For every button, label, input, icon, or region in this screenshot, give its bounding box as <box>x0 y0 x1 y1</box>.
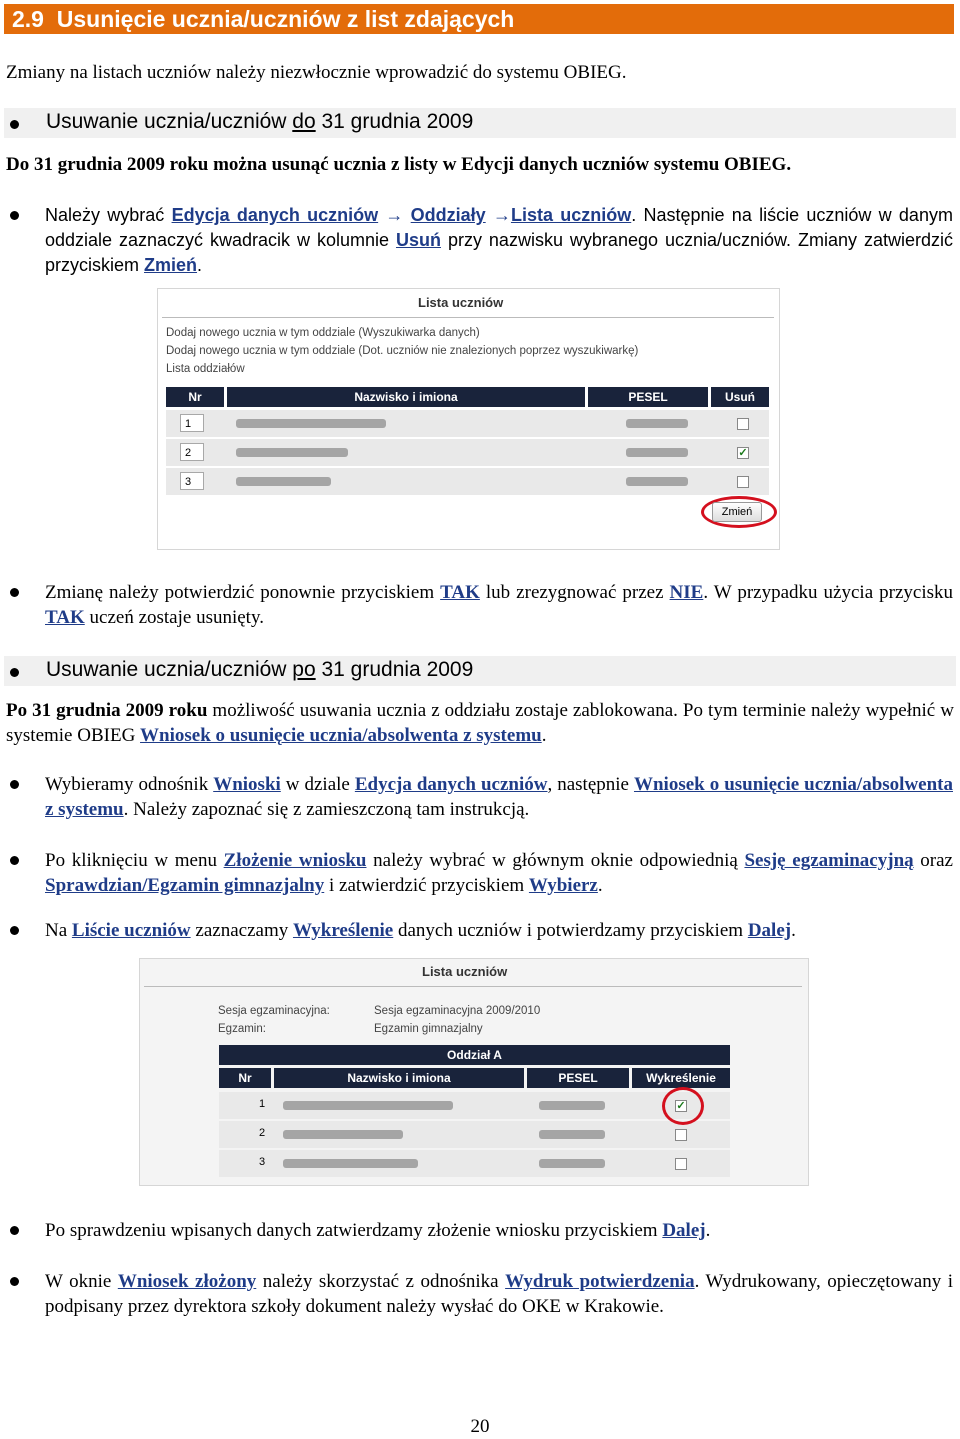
link-dalej-2[interactable]: Dalej <box>662 1220 706 1241</box>
bullet-dot <box>10 1226 19 1235</box>
shot1-link-wyszukiwarka[interactable]: Dodaj nowego ucznia w tym oddziale (Wyszukiwarka danych) <box>166 327 480 339</box>
link-oddzialy[interactable]: Oddziały <box>410 205 486 225</box>
col-pesel: PESEL <box>588 387 708 407</box>
bullet-dot <box>10 120 19 129</box>
bullet-dot <box>10 780 19 789</box>
table-row <box>166 468 769 495</box>
usun-checkbox[interactable] <box>737 476 749 488</box>
blurred-pesel <box>539 1159 605 1168</box>
section-title: 2.9 Usunięcie ucznia/uczniów z list zdających <box>12 6 515 32</box>
arrow-icon: → <box>492 205 511 225</box>
nr-input[interactable]: 1 <box>180 414 204 432</box>
bullet-dot <box>10 211 19 220</box>
intro-text: Zmiany na listach uczniów należy niezwłocznie wprowadzić do systemu OBIEG. <box>6 62 627 83</box>
link-edycja[interactable]: Edycja danych uczniów <box>171 205 379 225</box>
part2-bullet3: Na Liście uczniów zaznaczamy Wykreślenie danych uczniów i potwierdzamy przyciskiem Dalej. <box>45 920 796 941</box>
bullet-dot <box>10 1277 19 1286</box>
shot1-link-nieznalezieni[interactable]: Dodaj nowego ucznia w tym oddziale (Dot. uczniów nie znalezionych poprzez wyszukiwarkę) <box>166 345 639 357</box>
link-sprawdzian[interactable]: Sprawdzian/Egzamin gimnazjalny <box>45 875 325 896</box>
part1-bullet1: Należy wybrać Edycja danych uczniów → Oddziały →Lista uczniów. Następnie na liście uczniów w danym oddziale zaznaczyć kwadracik w kolumnie Usuń przy nazwisku wybranego ucznia/uczniów. Zmiany zatwierdzić przyciskiem Zmień. <box>45 205 953 275</box>
col-nazwisko: Nazwisko i imiona <box>227 387 585 407</box>
link-wnioski[interactable]: Wnioski <box>213 774 281 795</box>
link-edycja-danych[interactable]: Edycja danych uczniów <box>354 774 548 795</box>
link-wydruk-potwierdzenia[interactable]: Wydruk potwierdzenia <box>505 1271 695 1292</box>
blurred-pesel <box>539 1130 605 1139</box>
part2-bullet1: Wybieramy odnośnik Wnioski w dziale Edycja danych uczniów, następnie Wniosek o usunięcie ucznia/absolwenta z systemu. Należy zapoznać się z zamieszczoną tam instrukcją. <box>45 774 953 820</box>
shot1-link-lista-oddzialow[interactable]: Lista oddziałów <box>166 363 245 375</box>
col-pesel: PESEL <box>527 1068 629 1088</box>
page-number: 20 <box>470 1416 490 1437</box>
heading-part2 <box>4 656 956 686</box>
col-usun: Usuń <box>711 387 769 407</box>
screenshot-lista-uczniow-1 <box>157 288 780 550</box>
link-tak-2[interactable]: TAK <box>45 607 85 628</box>
bullet-dot <box>10 856 19 865</box>
sesja-value: Sesja egzaminacyjna 2009/2010 <box>374 1005 541 1017</box>
bullet-dot <box>10 926 19 935</box>
part3-bullet2: W oknie Wniosek złożony należy skorzystać z odnośnika Wydruk potwierdzenia. Wydrukowany, opieczętowany i podpisany przez dyrektora szkoły dokument należy wysłać do OKE w Krakowie. <box>45 1271 954 1317</box>
heading-part2-text: Usuwanie ucznia/uczniów po 31 grudnia 2009 <box>46 658 474 681</box>
blurred-name <box>236 419 386 428</box>
table-row <box>219 1092 730 1119</box>
link-usun[interactable]: Usuń <box>395 230 441 250</box>
bullet-dot <box>10 668 19 677</box>
arrow-icon: → <box>385 205 404 225</box>
shot1-title: Lista uczniów <box>418 295 504 310</box>
table-row <box>166 439 769 466</box>
row-nr: 1 <box>259 1098 266 1110</box>
link-lista-uczniow[interactable]: Lista uczniów <box>510 205 632 225</box>
link-lista-uczniow-2[interactable]: Liście uczniów <box>71 920 191 941</box>
wykreslenie-checkbox[interactable] <box>675 1129 687 1141</box>
link-tak[interactable]: TAK <box>440 582 480 603</box>
row-nr: 3 <box>259 1156 266 1168</box>
link-dalej[interactable]: Dalej <box>747 920 792 941</box>
usun-checkbox[interactable]: ✓ <box>738 447 748 459</box>
heading-part1-text: Usuwanie ucznia/uczniów do 31 grudnia 2009 <box>46 110 474 133</box>
part2-paragraph: Po 31 grudnia 2009 roku możliwość usuwania ucznia z oddziału zostaje zablokowana. Po tym terminie należy wypełnić w systemie OBIEG Wniosek o usunięcie ucznia/absolwenta z systemu. <box>6 700 954 746</box>
col-nazwisko: Nazwisko i imiona <box>274 1068 524 1088</box>
blurred-pesel <box>539 1101 605 1110</box>
blurred-name <box>283 1101 453 1110</box>
sesja-label: Sesja egzaminacyjna: <box>218 1005 330 1017</box>
bullet-dot <box>10 588 19 597</box>
col-nr: Nr <box>219 1068 271 1088</box>
heading-part1 <box>4 108 956 138</box>
wykreslenie-checkbox[interactable]: ✓ <box>676 1100 686 1112</box>
oddzial-header: Oddział A <box>219 1045 730 1065</box>
part1-bullet2: Zmianę należy potwierdzić ponownie przyciskiem TAK lub zrezygnować przez NIE. W przypadku użycia przycisku TAK uczeń zostaje usunięty. <box>45 582 954 628</box>
zmien-button[interactable]: Zmień <box>712 502 762 522</box>
table-row <box>219 1150 730 1177</box>
table-row <box>219 1121 730 1148</box>
link-wniosek-zlozony[interactable]: Wniosek złożony <box>117 1271 257 1292</box>
usun-checkbox[interactable] <box>737 418 749 430</box>
part3-bullet1: Po sprawdzeniu wpisanych danych zatwierdzamy złożenie wniosku przyciskiem Dalej. <box>45 1220 711 1241</box>
divider <box>144 986 802 987</box>
egzamin-label: Egzamin: <box>218 1023 266 1035</box>
blurred-pesel <box>626 477 688 486</box>
table-row <box>166 410 769 437</box>
nr-input[interactable]: 3 <box>180 472 204 490</box>
link-wniosek-usuniecie[interactable]: Wniosek o usunięcie ucznia/absolwenta z systemu <box>140 725 542 746</box>
link-wykreslenie[interactable]: Wykreślenie <box>292 920 394 941</box>
blurred-name <box>236 477 331 486</box>
screenshot-lista-uczniow-2 <box>139 958 809 1186</box>
link-zmien[interactable]: Zmień <box>144 255 198 275</box>
highlight-circle <box>662 1087 704 1125</box>
wykreslenie-checkbox[interactable] <box>675 1158 687 1170</box>
part1-subtext: Do 31 grudnia 2009 roku można usunąć ucznia z listy w Edycji danych uczniów systemu OBIEG. <box>6 154 792 175</box>
link-zlozenie-wniosku[interactable]: Złożenie wniosku <box>223 850 367 871</box>
blurred-name <box>283 1159 418 1168</box>
blurred-name <box>236 448 348 457</box>
row-nr: 2 <box>259 1127 266 1139</box>
blurred-pesel <box>626 419 688 428</box>
link-sesja[interactable]: Sesję egzaminacyjną <box>744 850 914 871</box>
part2-bullet2: Po kliknięciu w menu Złożenie wniosku należy wybrać w głównym oknie odpowiednią Sesję egzaminacyjną oraz Sprawdzian/Egzamin gimnazjalny i zatwierdzić przyciskiem Wybierz. <box>45 850 953 896</box>
shot2-title: Lista uczniów <box>422 964 508 979</box>
link-wniosek-o-usuniecie[interactable]: Wniosek o usunięcie ucznia/absolwenta z systemu <box>45 774 953 820</box>
section-header <box>4 4 954 34</box>
blurred-name <box>283 1130 403 1139</box>
nr-input[interactable]: 2 <box>180 443 204 461</box>
egzamin-value: Egzamin gimnazjalny <box>374 1023 483 1035</box>
divider <box>162 317 774 318</box>
link-wybierz[interactable]: Wybierz <box>528 875 598 896</box>
col-nr: Nr <box>166 387 224 407</box>
blurred-pesel <box>626 448 688 457</box>
col-wykreslenie: Wykreślenie <box>632 1068 730 1088</box>
link-nie[interactable]: NIE <box>669 582 704 603</box>
